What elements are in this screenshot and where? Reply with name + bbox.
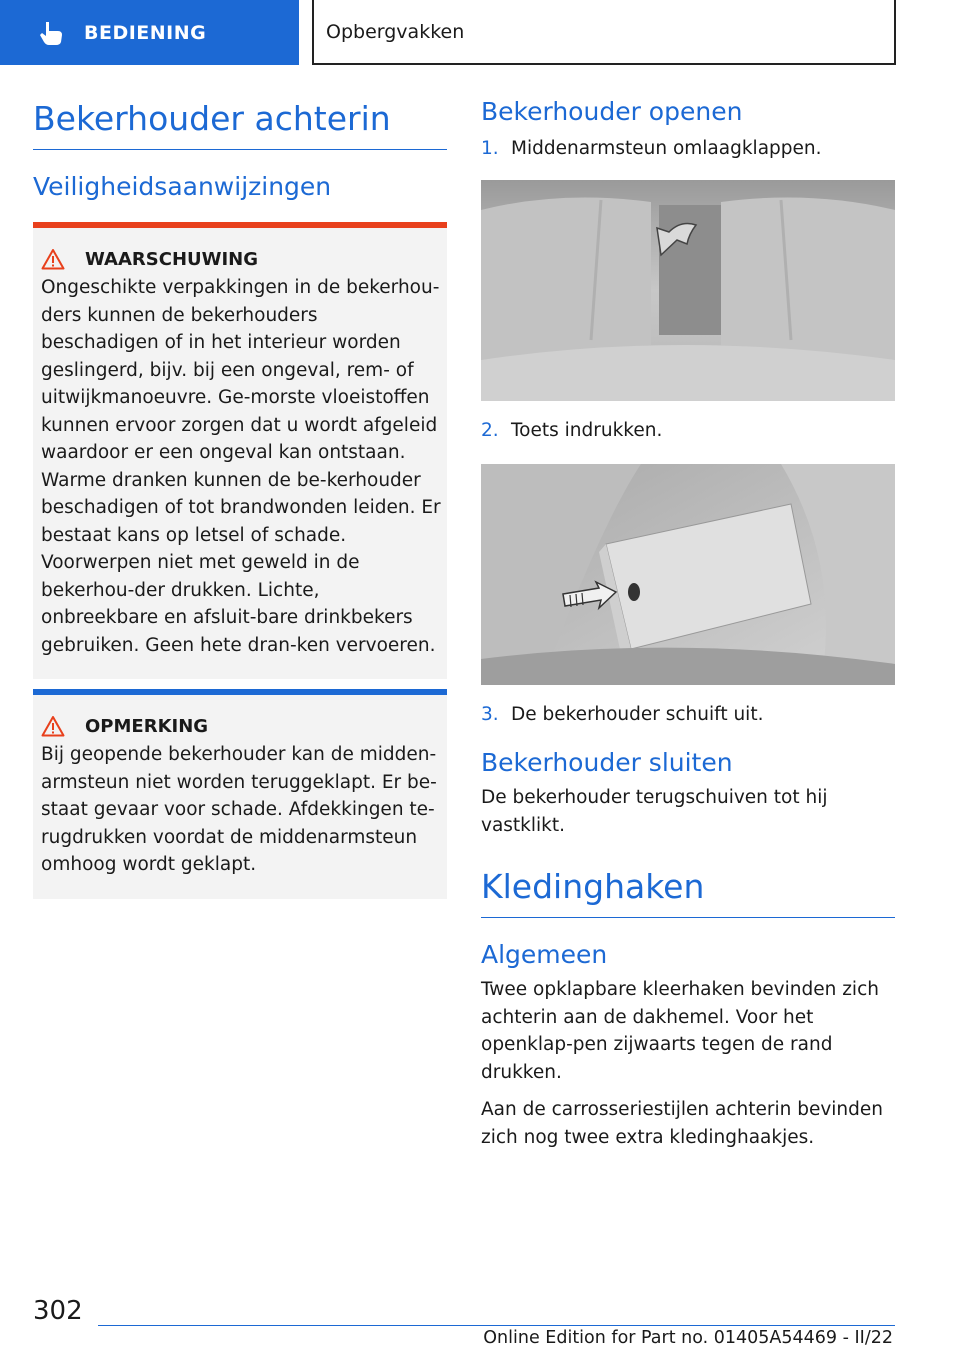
edition-link[interactable]: Online Edition for Part no. 01405A54469 - II/22: [483, 1328, 893, 1348]
step-number: 2.: [481, 420, 499, 441]
note-heading: [41, 715, 441, 737]
right-column: [481, 95, 895, 1151]
general-paragraph-2: Aan de carrosseriestijlen achterin bevinden zich nog twee extra kledinghaakjes.: [481, 1099, 884, 1148]
close-heading: Bekerhouder sluiten: [481, 748, 733, 777]
left-column: [33, 95, 447, 899]
button-press-photo: [481, 464, 895, 685]
hooks-title: Kledinghaken: [481, 863, 895, 918]
note-text: Bij geopende bekerhouder kan de midden-armsteun niet worden teruggeklapt. Er be-staat gevaar voor schade. Afdekkingen te-rugdrukken voordat de middenarmsteun omhoog wordt geklapt.: [41, 744, 437, 875]
general-heading: Algemeen: [481, 940, 608, 969]
rear-seat-illustration: [481, 180, 895, 401]
caution-triangle-icon: [41, 715, 65, 737]
step-1: [481, 135, 895, 162]
warning-triangle-icon: [41, 248, 65, 270]
step-3: [481, 701, 895, 728]
step-number: 1.: [481, 138, 499, 159]
chapter-label: Opbergvakken: [326, 20, 465, 43]
note-box: [33, 689, 447, 899]
general-paragraph-1: Twee opklapbare kleerhaken bevinden zich achterin aan de dakhemel. Voor het openklap-pen zijwaarts tegen de rand drukken.: [481, 979, 879, 1083]
step-text: Toets indrukken.: [511, 420, 663, 441]
warning-text: Ongeschikte verpakkingen in de bekerhou-ders kunnen de bekerhouders beschadigen of in het interieur worden geslingerd, bijv. bij een ongeval, rem- of uitwijkmanoeuvre. Ge-morste vloeistoffen kunnen ervoor zorgen dat u wordt afgeleid waardoor er een ongeval kan ontstaan. Warme dranken kunnen de be-kerhouder beschadigen of tot brandwonden leiden. Er bestaat kans op letsel of schade. Voorwerpen niet met geweld in de bekerhou-der drukken. Lichte, onbreekbare en afsluit-bare drinkbekers gebruiken. Geen hete dran-ken vervoeren.: [41, 277, 441, 656]
warning-label: WAARSCHUWING: [85, 248, 259, 270]
armrest-illustration: [481, 464, 895, 685]
step-number: 3.: [481, 704, 499, 725]
footer-divider: [98, 1325, 895, 1326]
step-text: De bekerhouder schuift uit.: [511, 704, 764, 725]
safety-subtitle: Veiligheidsaanwijzingen: [33, 172, 332, 201]
pointing-hand-icon: [38, 20, 64, 46]
close-text: De bekerhouder terugschuiven tot hij vastklikt.: [481, 787, 828, 836]
chapter-header: [312, 0, 896, 65]
step-text: Middenarmsteun omlaagklappen.: [511, 138, 822, 159]
note-label: OPMERKING: [85, 715, 209, 737]
page-title: Bekerhouder achterin: [33, 95, 447, 150]
section-tab: [0, 0, 299, 65]
page-number: 302: [33, 1296, 83, 1326]
warning-box: [33, 222, 447, 679]
section-label: BEDIENING: [84, 21, 207, 44]
warning-heading: [41, 248, 441, 270]
armrest-fold-photo: [481, 180, 895, 401]
open-heading: Bekerhouder openen: [481, 97, 743, 126]
step-2: [481, 417, 895, 444]
